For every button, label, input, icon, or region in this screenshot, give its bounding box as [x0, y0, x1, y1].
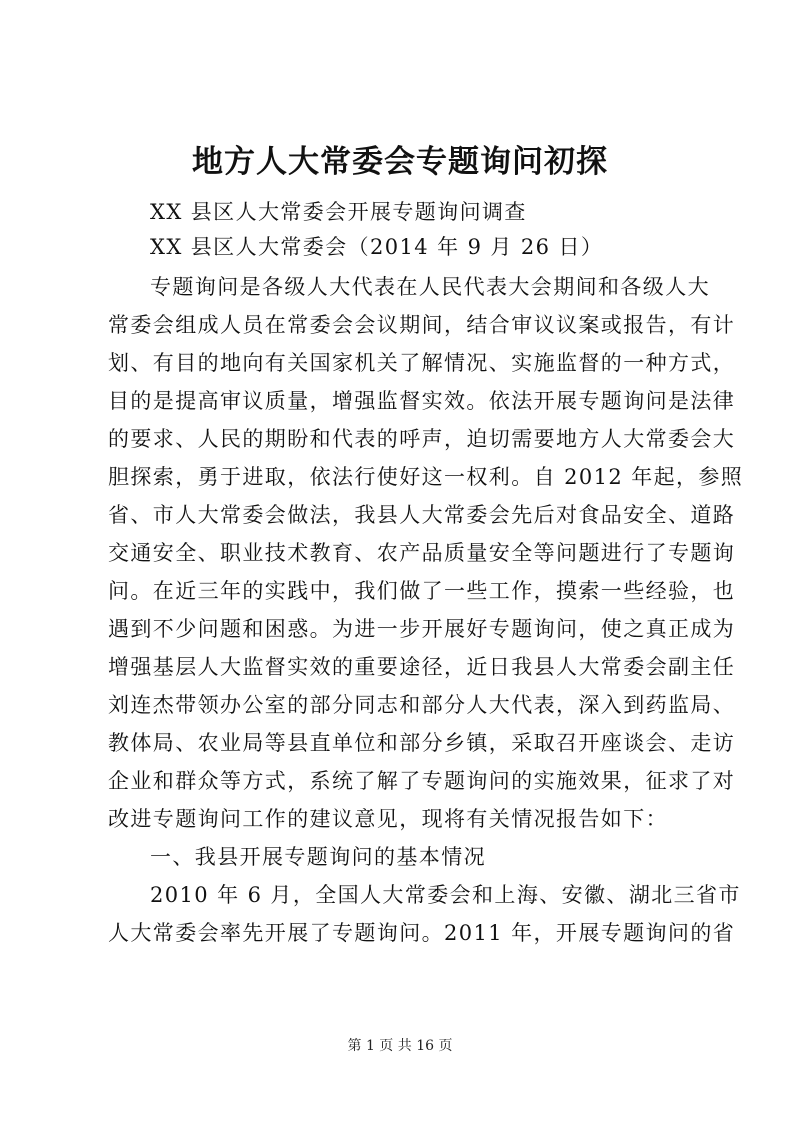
- paragraph-line: 省、市人大常委会做法，我县人大常委会先后对食品安全、道路: [108, 503, 736, 527]
- author-line: XX 县区人大常委会（2014 年 9 月 26 日）: [150, 235, 604, 259]
- document-title: 地方人大常委会专题询问初探: [192, 144, 608, 180]
- paragraph-line: 专题询问是各级人大代表在人民代表大会期间和各级人大: [150, 275, 710, 299]
- paragraph-line: 改进专题询问工作的建议意见，现将有关情况报告如下：: [108, 807, 668, 831]
- paragraph-line: 划、有目的地向有关国家机关了解情况、实施监督的一种方式，: [108, 351, 736, 375]
- document-subtitle: XX 县区人大常委会开展专题询问调查: [150, 200, 527, 224]
- section-heading: 一、我县开展专题询问的基本情况: [150, 845, 486, 869]
- paragraph-line: 人大常委会率先开展了专题询问。2011 年，开展专题询问的省: [108, 921, 736, 945]
- paragraph-line: 的要求、人民的期盼和代表的呼声，迫切需要地方人大常委会大: [108, 427, 736, 451]
- paragraph-line: 目的是提高审议质量，增强监督实效。依法开展专题询问是法律: [108, 389, 736, 413]
- page-footer: 第 1 页 共 16 页: [347, 1038, 453, 1054]
- paragraph-line: 常委会组成人员在常委会会议期间，结合审议议案或报告，有计: [108, 313, 736, 337]
- paragraph-line: 刘连杰带领办公室的部分同志和部分人大代表，深入到药监局、: [108, 693, 736, 717]
- paragraph-line: 企业和群众等方式，系统了解了专题询问的实施效果，征求了对: [108, 769, 736, 793]
- paragraph-line: 2010 年 6 月，全国人大常委会和上海、安徽、湖北三省市: [150, 883, 741, 907]
- paragraph-line: 问。在近三年的实践中，我们做了一些工作，摸索一些经验，也: [108, 579, 736, 603]
- paragraph-line: 遇到不少问题和困惑。为进一步开展好专题询问，使之真正成为: [108, 617, 736, 641]
- paragraph-line: 教体局、农业局等县直单位和部分乡镇，采取召开座谈会、走访: [108, 731, 736, 755]
- paragraph-line: 增强基层人大监督实效的重要途径，近日我县人大常委会副主任: [108, 655, 736, 679]
- paragraph-line: 交通安全、职业技术教育、农产品质量安全等问题进行了专题询: [108, 541, 736, 565]
- paragraph-line: 胆探索，勇于进取，依法行使好这一权利。自 2012 年起，参照: [108, 465, 744, 489]
